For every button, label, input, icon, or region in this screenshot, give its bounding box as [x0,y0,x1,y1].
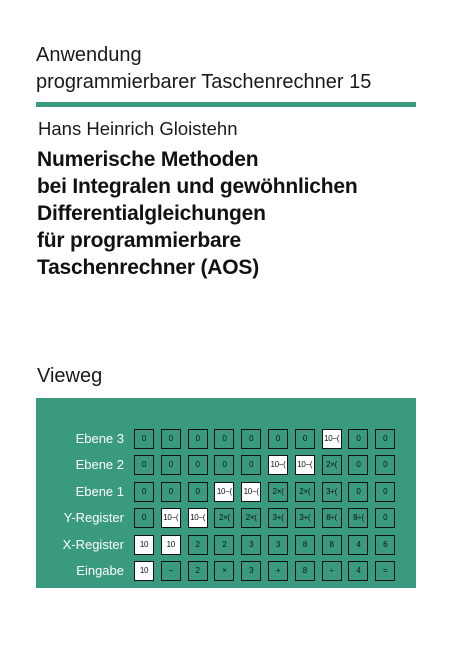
register-cell: 2×( [268,482,288,502]
register-cell: 4 [348,535,368,555]
register-row [36,561,416,581]
register-cell: 0 [134,482,154,502]
author-name: Hans Heinrich Gloistehn [38,118,238,139]
register-row-label: Ebene 2 [75,457,124,473]
register-row [36,429,416,449]
register-cell: 10−( [322,429,342,449]
register-cell: 0 [241,455,261,475]
register-cell: 10−( [188,508,208,528]
register-cell: 0 [375,429,395,449]
register-cell: 0 [134,429,154,449]
register-cell: + [268,561,288,581]
register-cell: 3+( [268,508,288,528]
register-cell: 0 [375,455,395,475]
publisher-name: Vieweg [37,365,103,387]
register-cell: 3 [268,535,288,555]
register-cell: 0 [348,455,368,475]
register-cell: 0 [161,482,181,502]
register-cell: 10−( [268,455,288,475]
register-cell: 10 [134,561,154,581]
register-cell: 2×( [322,455,342,475]
register-cell: 10 [134,535,154,555]
title-line-1: Numerische Methoden [37,148,259,171]
register-row [36,455,416,475]
register-cell: 0 [161,455,181,475]
register-cell: 10−( [295,455,315,475]
register-cell: 2 [188,561,208,581]
register-row [36,535,416,555]
register-cell: 4 [348,561,368,581]
register-cell: 10 [161,535,181,555]
book-title [37,146,358,281]
register-cell: 0 [295,429,315,449]
register-cell: 10−( [161,508,181,528]
register-cell: 10−( [241,482,261,502]
register-cell: 6 [375,535,395,555]
register-cell: 10−( [214,482,234,502]
register-cell: 0 [214,429,234,449]
register-row-label: Ebene 3 [75,431,124,446]
register-cell: 3 [241,535,261,555]
register-cell: 0 [214,455,234,475]
register-cell: 0 [268,429,288,449]
title-line-3: Differentialgleichungen [37,202,266,225]
register-row [36,482,416,502]
register-cell: 8 [295,561,315,581]
register-cell: 8÷( [348,508,368,528]
register-cell: ÷ [322,561,342,581]
register-row [36,508,416,528]
accent-rule [36,102,416,107]
title-line-5: Taschenrechner (AOS) [37,256,260,279]
register-cell: 0 [188,429,208,449]
title-line-2: bei Integralen und gewöhnlichen [37,175,358,198]
register-cell: 3+( [322,482,342,502]
register-cell: 2 [188,535,208,555]
register-row-label: Ebene 1 [75,483,124,499]
register-cell: 0 [348,482,368,502]
register-row-label: Eingabe [76,563,124,578]
register-cell: 2 [214,535,234,555]
register-cell: 0 [161,429,181,449]
register-stack-panel [36,398,416,588]
register-cell: 8 [322,535,342,555]
register-cell: 8 [295,535,315,555]
series-title [36,42,371,96]
register-cell: 2×( [295,482,315,502]
title-line-4: für programmierbare [37,229,241,252]
register-cell: 0 [241,429,261,449]
register-row-label: Y-Register [63,510,124,526]
register-cell: 3+( [295,508,315,528]
register-cell: − [161,561,181,581]
register-cell: 2×( [241,508,261,528]
register-cell: 0 [188,455,208,475]
register-cell: 0 [188,482,208,502]
series-line-1: Anwendung [36,44,142,66]
register-cell: = [375,561,395,581]
register-row-label: X-Register [62,536,124,552]
register-cell: × [214,561,234,581]
register-cell: 8÷( [322,508,342,528]
register-cell: 0 [134,508,154,528]
register-cell: 0 [134,455,154,475]
register-cell: 0 [375,482,395,502]
register-cell: 0 [348,429,368,449]
register-cell: 3 [241,561,261,581]
series-line-2: programmierbarer Taschenrechner 15 [36,71,372,93]
register-cell: 2×( [214,508,234,528]
register-cell: 0 [375,508,395,528]
